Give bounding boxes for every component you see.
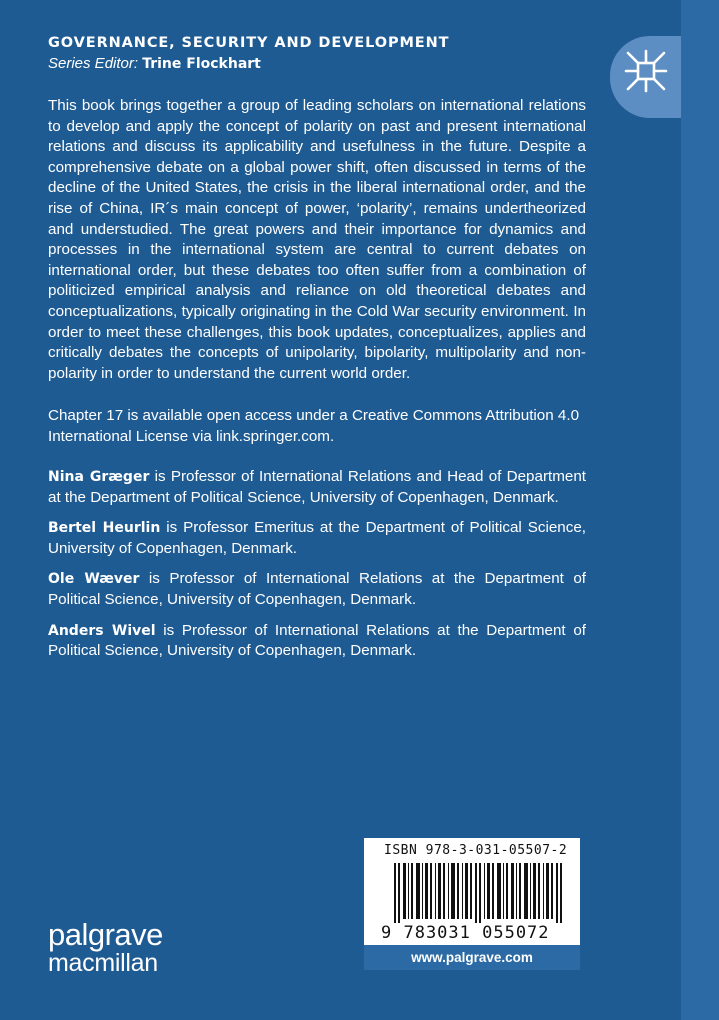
author-name: Anders Wivel	[48, 622, 156, 639]
author-bio-text: is Professor Emeritus at the Department of Political Science, University of Copenhagen, Denmark.	[48, 519, 586, 557]
logo-line-palgrave: palgrave	[48, 917, 163, 952]
series-editor-name: Trine Flockhart	[142, 56, 261, 72]
author-name: Ole Wæver	[48, 571, 140, 588]
publisher-badge	[610, 36, 681, 118]
isbn-number: ISBN 978-3-031-05507-2	[384, 843, 568, 858]
open-access-note: Chapter 17 is available open access under a Creative Commons Attribution 4.0 International License via link.springer.com.	[48, 407, 580, 445]
book-description	[48, 96, 586, 384]
author-bio-text: is Professor of International Relations at the Department of Political Science, University of Copenhagen, Denmark.	[48, 570, 586, 608]
author-bio-text: is Professor of International Relations at the Department of Political Science, University of Copenhagen, Denmark.	[48, 621, 586, 660]
barcode-icon	[394, 863, 564, 923]
publisher-url[interactable]: www.palgrave.com	[364, 945, 580, 970]
description-text: This book brings together a group of leading scholars on international relations to develop and apply the concept of polarity on past and present international relations and discuss its applicability and usefulness in the future. Despite a comprehensive debate on a global power shift, often discussed in terms of the decline of the United States, the crisis in the liberal international order, and the rise of China, IR´s main concept of power, ‘polarity’, remains undertheorized and understudied. The great powers and their importance for dynamics and processes in the international system are central to current debates on international order, but these debates too often suffer from a combination of politicized empirical analysis and reliance on old theoretical debates and conceptualizations, typically originating in the Cold War security environment. In order to meet these challenges, this book updates, conceptualizes, applies and critically debates the concepts of unipolarity, bipolarity, multipolarity and non-polarity in order to understand the current world order.	[48, 97, 586, 382]
logo-line-macmillan: macmillan	[48, 949, 158, 977]
palgrave-emblem-icon	[623, 48, 669, 94]
ean-digits: 9 783031 055072	[381, 923, 550, 943]
series-editor	[48, 55, 261, 72]
series-title: GOVERNANCE, SECURITY AND DEVELOPMENT	[48, 35, 450, 51]
author-bio-text: is Professor of International Relations and Head of Department at the Department of Political Science, University of Copenhagen, Denmark.	[48, 468, 586, 506]
series-editor-label: Series Editor:	[48, 55, 139, 72]
spine-strip	[681, 0, 719, 1020]
author-name: Nina Græger	[48, 469, 150, 485]
author-bio	[48, 569, 586, 610]
author-bio	[48, 621, 586, 662]
publisher-logo	[48, 917, 163, 977]
author-bio	[48, 467, 586, 508]
author-bios	[48, 467, 586, 672]
author-bio	[48, 518, 586, 559]
author-name: Bertel Heurlin	[48, 520, 161, 537]
